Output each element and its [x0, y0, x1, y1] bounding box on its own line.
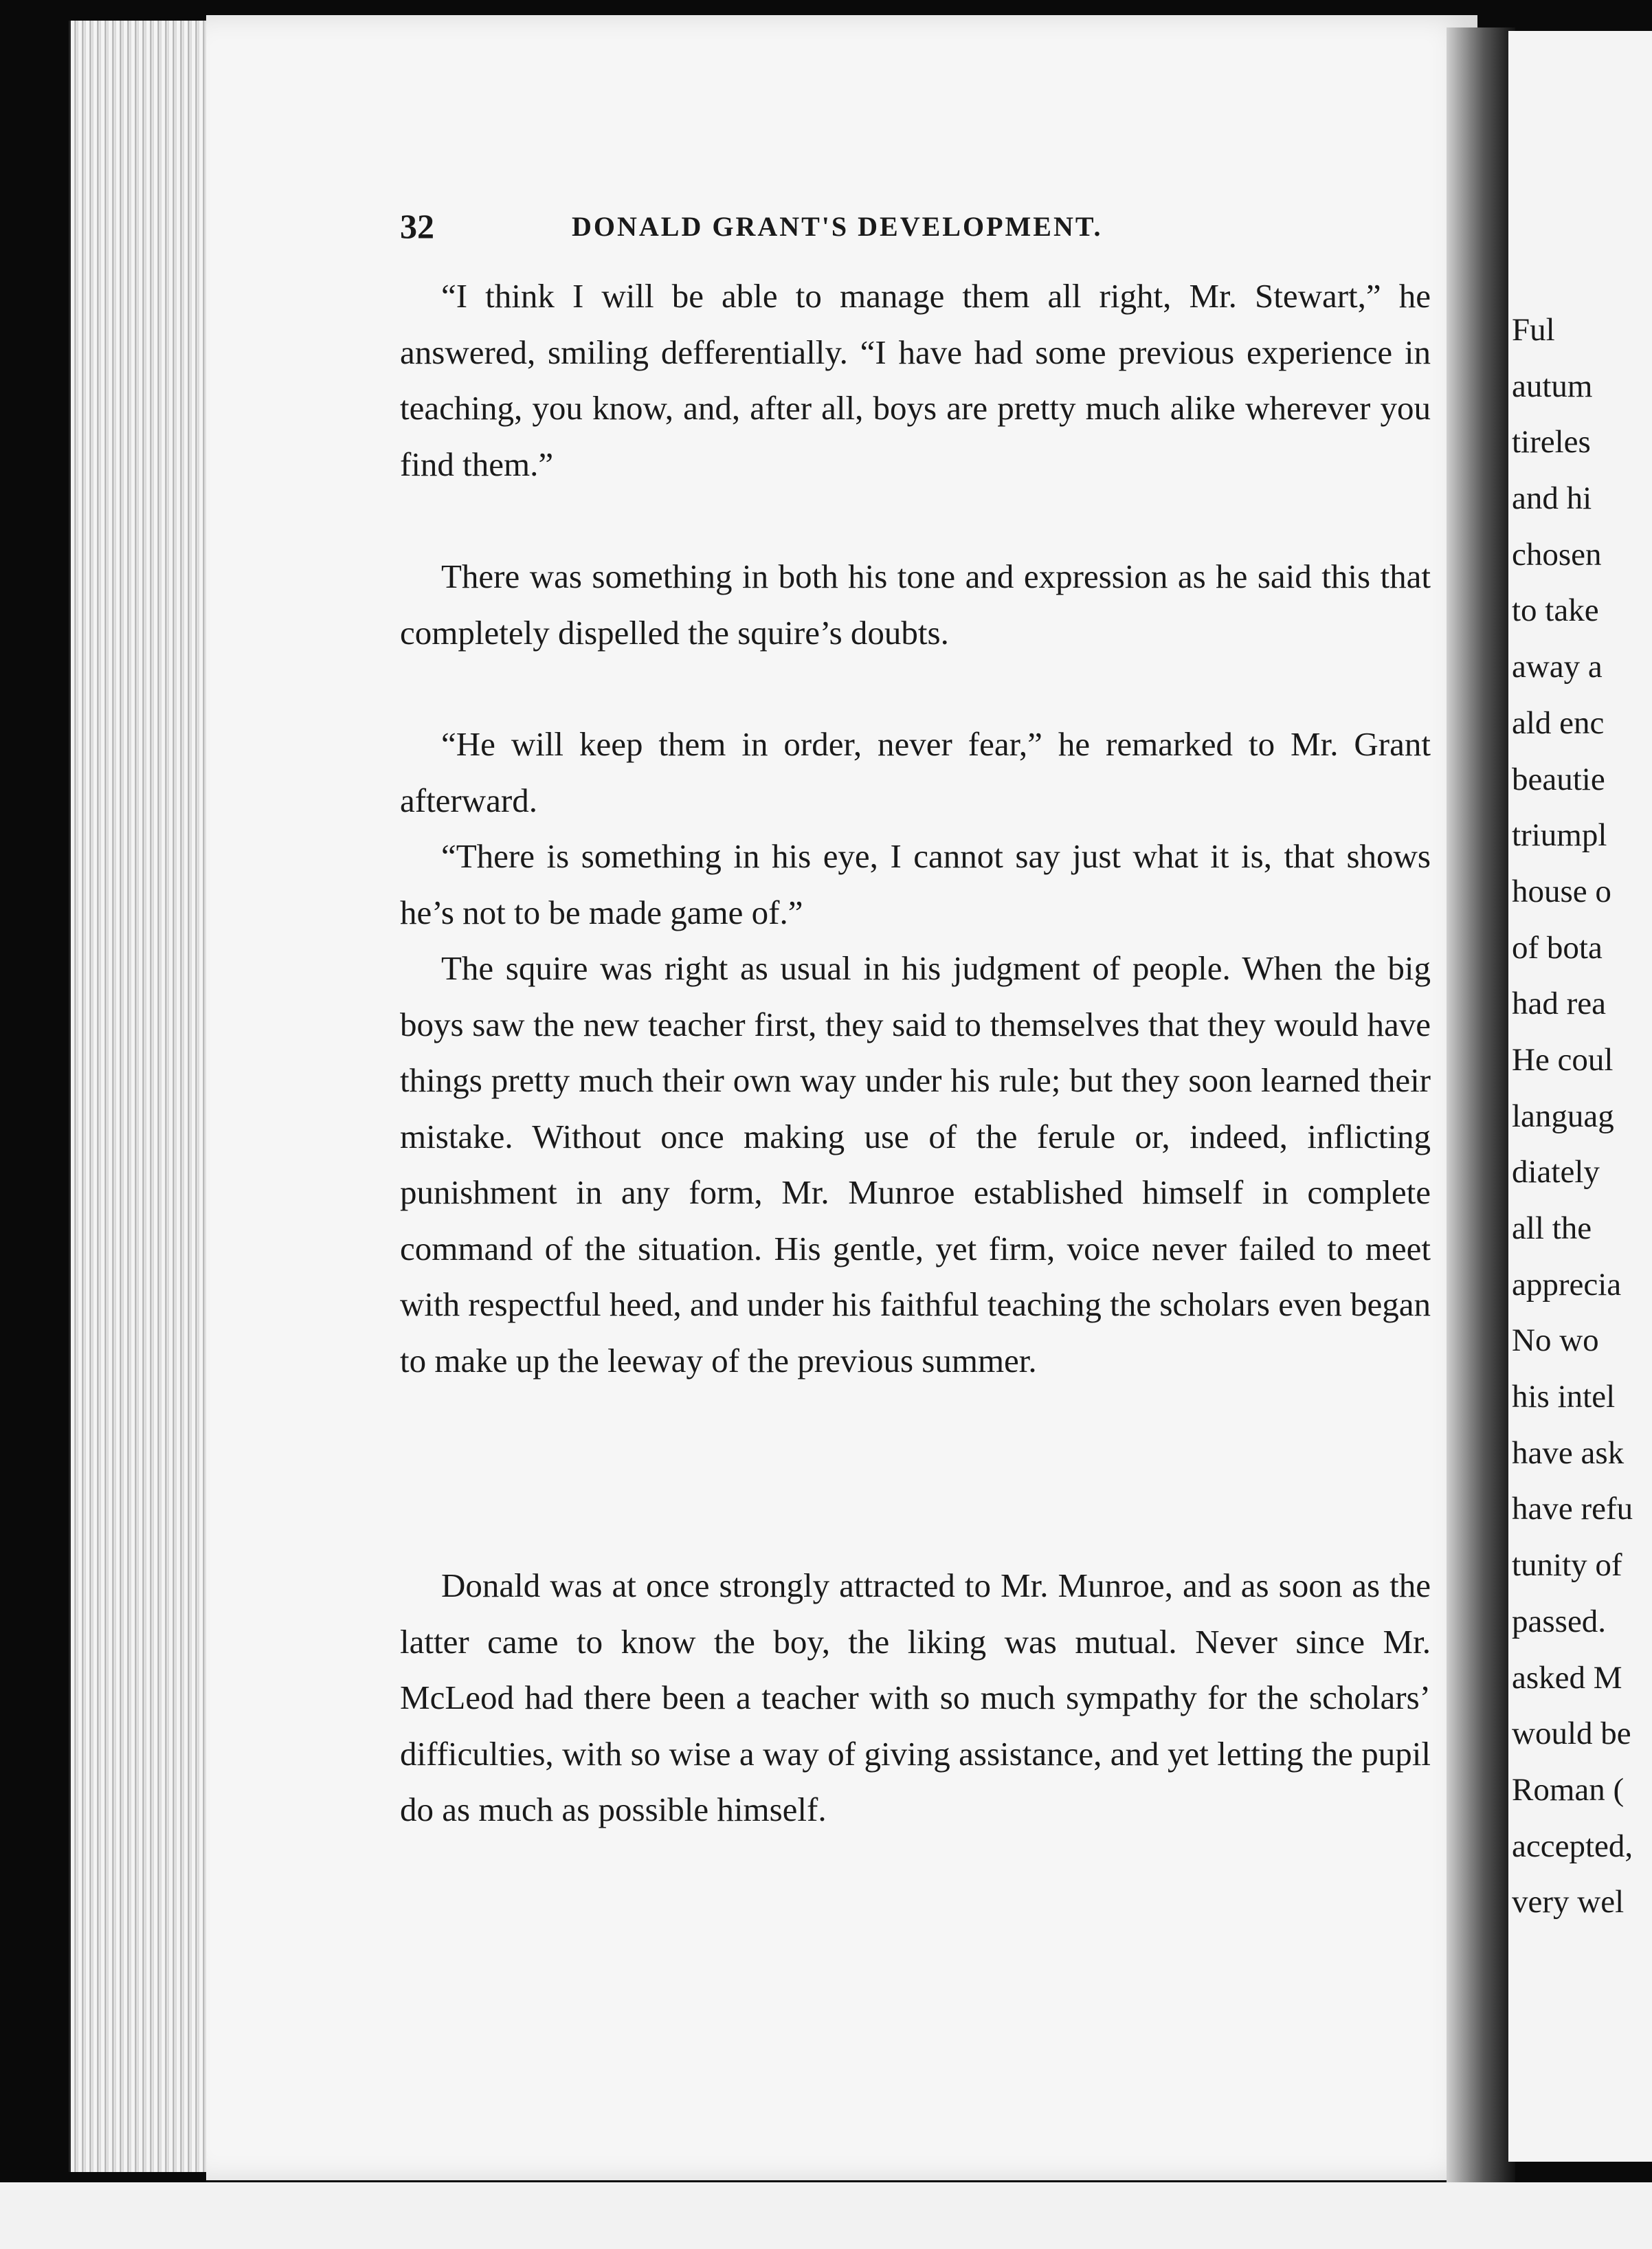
facing-line: beautie: [1512, 761, 1605, 797]
facing-page-text: [1512, 302, 1652, 1931]
facing-line: had rea: [1512, 986, 1606, 1022]
bottom-margin-strip: [0, 2182, 1652, 2249]
facing-line: autum: [1512, 368, 1593, 404]
paragraph-5: The squire was right as usual in his judgment of people. When the big boys saw the new teacher first, they said to themselves that they would have things pretty much their own way under his rule; but they soon learned their mistake. Without once making use of the ferule or, indeed, inflicting punishment in any form, Mr. Munroe established himself in complete command of the situation. His gentle, yet firm, voice never failed to meet with respectful heed, and under his faithful teaching the scholars even began to make up the leeway of the previous summer.: [400, 949, 1431, 1380]
page-edges: [69, 21, 215, 2172]
facing-line: He coul: [1512, 1041, 1614, 1078]
facing-line: languag: [1512, 1098, 1614, 1134]
facing-line: apprecia: [1512, 1266, 1622, 1303]
facing-line: passed.: [1512, 1603, 1607, 1639]
paragraph-3: “He will keep them in order, never fear,” he remarked to Mr. Grant afterward.: [400, 725, 1431, 819]
facing-line: tunity of: [1512, 1547, 1622, 1584]
facing-line: very wel: [1512, 1884, 1625, 1920]
facing-line: asked M: [1512, 1659, 1622, 1696]
paragraph-2: There was something in both his tone and expression as he said this that completely dispelled the squire’s doubts.: [400, 557, 1431, 652]
facing-line: have refu: [1512, 1491, 1633, 1527]
gutter-shadow: [1447, 27, 1515, 2186]
facing-line: have ask: [1512, 1434, 1625, 1471]
facing-line: No wo: [1512, 1322, 1599, 1359]
paragraph-1: “I think I will be able to manage them all right, Mr. Stewart,” he answered, smiling defferentially. “I have had some previous experience in teaching, you know, and, after all, boys are pretty much alike wherever you find them.”: [400, 277, 1431, 483]
facing-line: and hi: [1512, 480, 1592, 517]
facing-line: would be: [1512, 1716, 1631, 1752]
paragraph-6: Donald was at once strongly attracted to Mr. Munroe, and as soon as the latter came to know the boy, the liking was mutual. Never since Mr. McLeod had there been a teacher with so much sympathy for the scholars’ difficulties, with so wise a way of giving assistance, and yet letting the pupil do as much as possible himself.: [400, 1566, 1431, 1828]
facing-line: all the: [1512, 1210, 1592, 1246]
facing-line: tireles: [1512, 424, 1591, 461]
paragraph-4: “There is something in his eye, I cannot say just what it is, that shows he’s not to be made game of.”: [400, 837, 1431, 931]
facing-line: chosen: [1512, 536, 1602, 573]
running-head: [400, 206, 1431, 268]
facing-line: of bota: [1512, 929, 1603, 966]
facing-line: his intel: [1512, 1379, 1616, 1415]
facing-line: to take: [1512, 592, 1599, 629]
facing-line: away a: [1512, 649, 1603, 685]
facing-line: triumpl: [1512, 817, 1607, 854]
page-text-block: [400, 206, 1431, 1838]
facing-line: ald enc: [1512, 705, 1605, 741]
page-number: 32: [400, 207, 434, 245]
facing-line: diately: [1512, 1154, 1600, 1190]
facing-line: Ful: [1512, 312, 1555, 348]
running-title: DONALD GRANT'S DEVELOPMENT.: [572, 211, 1103, 242]
facing-line: accepted,: [1512, 1828, 1633, 1864]
facing-line: house o: [1512, 873, 1611, 909]
facing-line: Roman (: [1512, 1771, 1625, 1808]
